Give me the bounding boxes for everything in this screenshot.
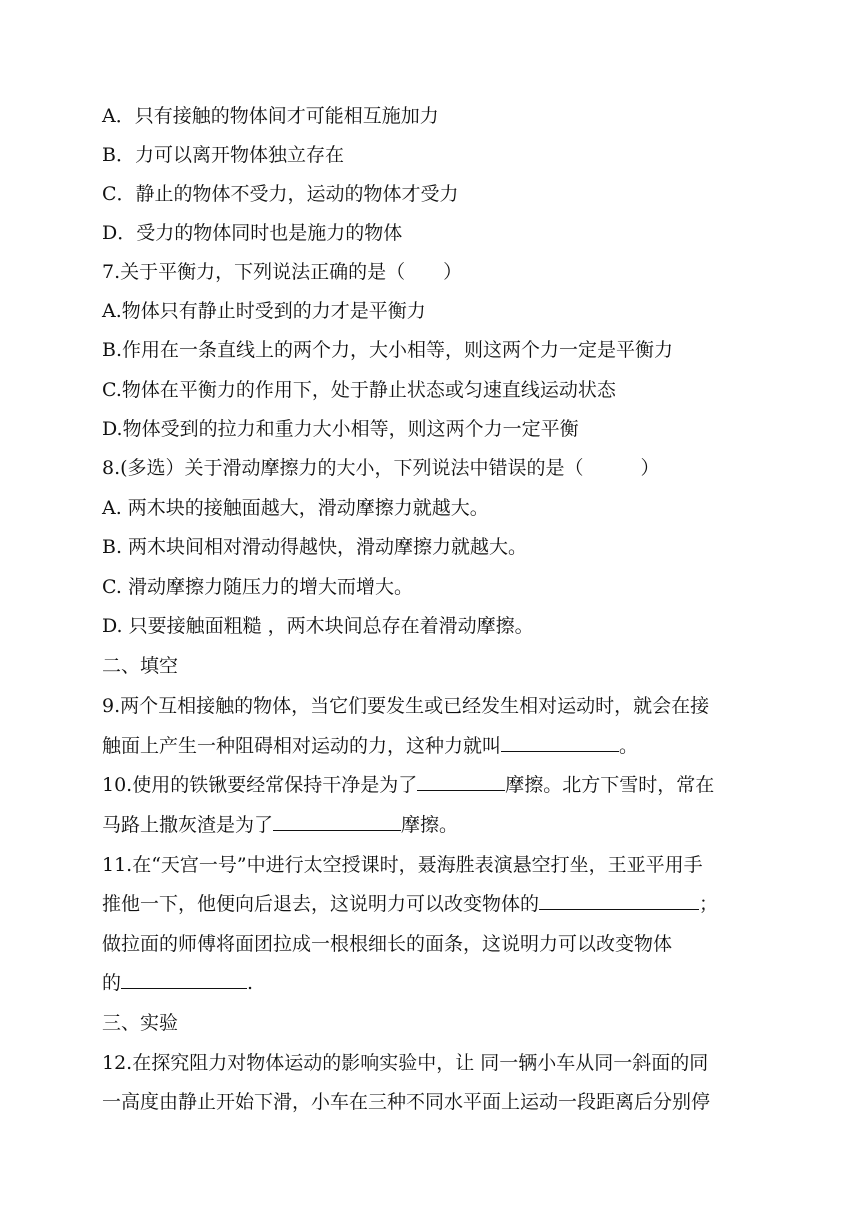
q6-option-b: B．力可以离开物体独立存在: [102, 144, 344, 166]
q7-option-b: B.作用在一条直线上的两个力，大小相等，则这两个力一定是平衡力: [102, 339, 674, 361]
q11-line-4: [102, 970, 253, 996]
q11-text-1: 推他一下，他便向后退去，这说明力可以改变物体的: [102, 893, 540, 915]
q9-answer-blank[interactable]: [501, 733, 619, 752]
q10-answer-blank-1[interactable]: [417, 772, 505, 791]
q6-option-a: A．只有接触的物体间才可能相互施加力: [102, 105, 439, 127]
q10-text-1: 10.使用的铁锹要经常保持干净是为了: [102, 774, 418, 796]
q11-text-3: 的: [102, 972, 122, 994]
q8-option-d: D. 只要接触面粗糙 ，两木块间总存在着滑动摩擦。: [102, 615, 534, 637]
q7-option-a: A.物体只有静止时受到的力才是平衡力: [102, 300, 426, 322]
q11-answer-blank-2[interactable]: [121, 970, 247, 989]
q10-text-3: 马路上撒灰渣是为了: [102, 814, 274, 836]
q11-line-1: 11.在“天宫一号”中进行太空授课时，聂海胜表演悬空打坐，王亚平用手: [102, 854, 703, 876]
q7-option-c: C.物体在平衡力的作用下，处于静止状态或匀速直线运动状态: [102, 379, 616, 401]
q11-text-2: ；: [699, 893, 719, 915]
q8-option-c: C. 滑动摩擦力随压力的增大而增大。: [102, 576, 413, 598]
q9-text-end: 。: [619, 735, 639, 757]
q8-option-b: B. 两木块间相对滑动得越快，滑动摩擦力就越大。: [102, 536, 528, 558]
q10-answer-blank-2[interactable]: [273, 812, 401, 831]
q6-option-d: D．受力的物体同时也是施力的物体: [102, 222, 403, 244]
q10-text-2: 摩擦。北方下雪时，常在: [505, 774, 715, 796]
q11-line-2: [102, 891, 718, 917]
q9-text: 触面上产生一种阻碍相对运动的力，这种力就叫: [102, 735, 502, 757]
q10-text-4: 摩擦。: [401, 814, 459, 836]
q11-text-4: .: [247, 972, 254, 994]
q9-line-1: 9.两个互相接触的物体，当它们要发生或已经发生相对运动时，就会在接: [102, 695, 710, 717]
q8-option-a: A. 两木块的接触面越大，滑动摩擦力就越大。: [102, 497, 489, 519]
q12-line-2: 一高度由静止开始下滑，小车在三种不同水平面上运动一段距离后分别停: [102, 1091, 711, 1113]
q12-line-1: 12.在探究阻力对物体运动的影响实验中，让 同一辆小车从同一斜面的同: [102, 1052, 709, 1074]
q7-option-d: D.物体受到的拉力和重力大小相等，则这两个力一定平衡: [102, 418, 579, 440]
q6-option-c: C．静止的物体不受力，运动的物体才受力: [102, 183, 459, 205]
q8-stem: 8.(多选）关于滑动摩擦力的大小，下列说法中错误的是（ ）: [102, 457, 660, 479]
q11-line-3: 做拉面的师傅将面团拉成一根根细长的面条，这说明力可以改变物体: [102, 933, 673, 955]
section-heading-experiment: 三、实验: [102, 1012, 179, 1034]
q9-line-2: [102, 733, 638, 759]
q7-stem: 7.关于平衡力，下列说法正确的是（ ）: [102, 261, 463, 283]
q11-answer-blank-1[interactable]: [539, 891, 699, 910]
q10-line-2: [102, 812, 458, 838]
section-heading-fill-blank: 二、填空: [102, 655, 179, 677]
q10-line-1: [102, 772, 714, 798]
